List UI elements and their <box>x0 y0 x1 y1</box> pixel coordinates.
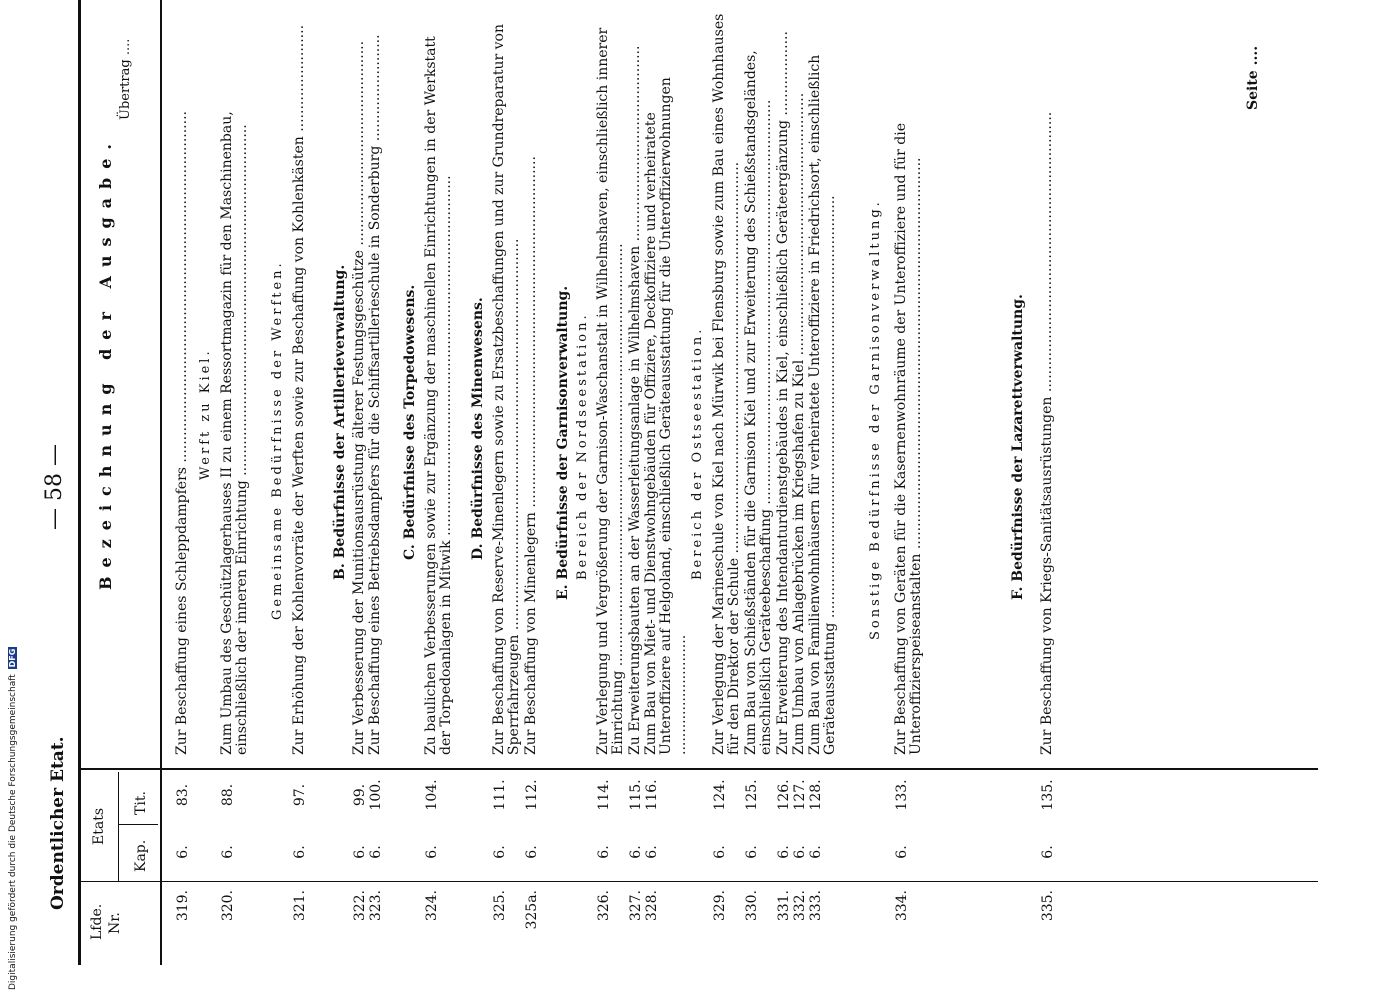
row-kap: 6. <box>596 845 612 859</box>
row-nr: 329. <box>712 890 728 922</box>
row-desc: Zur Beschaffung von Minenlegern ............................................................................... <box>523 156 539 755</box>
row-desc: Zur Verlegung der Marineschule von Kiel nach Mürwik bei Flensburg sowie zum Bau eines Wohnhauses für den Direktor der Schule ........................................................................................ <box>711 13 742 755</box>
row-nr: 321. <box>292 890 308 922</box>
section-d: D. Bedürfnisse des Minenwesens. <box>470 297 486 560</box>
row-tit: 125. <box>744 779 760 811</box>
row-tit: 124. <box>712 779 728 811</box>
column-rule-nr <box>78 881 1318 882</box>
digitization-note-text: Digitalisierung gefördert durch die Deutsche Forschungsgemeinschaft <box>8 674 18 990</box>
dfg-logo: DFG <box>8 648 17 668</box>
row-tit: 112. <box>524 779 540 811</box>
row-nr: 333. <box>808 890 824 922</box>
row-nr: 320. <box>220 890 236 922</box>
section-sonstige: Sonstige Bedürfnisse der Garnisonverwaltung. <box>868 199 883 640</box>
row-tit: 127. <box>792 779 808 811</box>
row-kap: 6. <box>1040 845 1056 859</box>
row-tit: 99. <box>352 783 368 807</box>
row-nr: 324. <box>424 890 440 922</box>
row-nr: 322. <box>352 890 368 922</box>
seite-label: Seite .... <box>1245 45 1261 110</box>
row-desc: Zur Beschaffung eines Betriebsdampfers für die Schiffsartillerieschule in Sonderburg ........................ <box>367 34 383 755</box>
row-tit: 100. <box>368 779 384 811</box>
row-nr: 335. <box>1040 890 1056 922</box>
row-tit: 114. <box>596 779 612 811</box>
digitization-note-text-wrap <box>8 600 22 990</box>
row-kap: 6. <box>628 845 644 859</box>
row-nr: 334. <box>894 890 910 922</box>
row-tit: 88. <box>220 783 236 807</box>
col-tit-header: Tit. <box>133 791 149 815</box>
row-nr: 319. <box>175 890 191 922</box>
row-desc: Zur Erweiterung des Intendanturdienstgebäudes in Kiel, einschließlich Geräteergänzung ................... <box>775 31 791 755</box>
top-rule <box>78 0 81 965</box>
row-tit: 83. <box>175 783 191 807</box>
row-tit: 135. <box>1040 779 1056 811</box>
row-nr: 332. <box>792 890 808 922</box>
row-tit: 128. <box>808 779 824 811</box>
row-desc: Zum Bau von Schießständen für die Garnison Kiel und zur Erweiterung des Schießstandsgeländes, einschließlich Geräteebeschaffung ........................................................................................... <box>743 50 774 755</box>
section-nordsee: Bereich der Nordseestation. <box>575 312 590 580</box>
row-desc: Zum Umbau des Geschützlagerhauses II zu einem Ressortmagazin für den Maschinenbau, einschließlich der inneren Einrichtung ............................................................................... <box>219 111 250 755</box>
row-kap: 6. <box>352 845 368 859</box>
header-bottom-rule <box>160 0 162 965</box>
section-gemeinsame: Gemeinsame Bedürfnisse der Werften. <box>270 260 285 620</box>
row-tit: 133. <box>894 779 910 811</box>
row-nr: 328. <box>644 890 660 922</box>
row-tit: 111. <box>492 779 508 811</box>
col-kap-header: Kap. <box>133 839 149 872</box>
row-desc: Zum Umbau von Anlagebrücken im Kriegshafen zu Kiel ........................................................... <box>791 92 807 755</box>
row-kap: 6. <box>712 845 728 859</box>
col-etats-header: Etats <box>91 807 107 845</box>
row-kap: 6. <box>175 845 191 859</box>
etats-rule <box>118 772 119 882</box>
row-tit: 97. <box>292 783 308 807</box>
row-kap: 6. <box>894 845 910 859</box>
section-b: B. Bedürfnisse der Artillerieverwaltung. <box>332 264 348 580</box>
col-desc-header: Bezeichnung der Ausgabe. <box>96 135 115 590</box>
row-kap: 6. <box>424 845 440 859</box>
row-desc: Zur Beschaffung von Geräten für die Kasernenwohnräume der Unteroffiziere und für die Unteroffizierspeiseanstalten ........................................................................................ <box>893 123 924 755</box>
running-head: Ordentlicher Etat. <box>48 736 68 910</box>
row-desc: Zum Bau von Miet- und Dienstwohngebäuden für Offiziere, Deckoffiziere und verheiratete Unteroffiziere auf Helgoland, einschließlich Geräteausstattung für die Unteroffizierwohnungen ........................... <box>643 77 689 755</box>
row-kap: 6. <box>808 845 824 859</box>
section-e: E. Bedürfnisse der Garnisonverwaltung. <box>555 285 571 600</box>
page-number: — 58 — <box>42 444 67 530</box>
section-werft-kiel: Werft zu Kiel. <box>198 348 213 480</box>
row-desc: Zum Bau von Familienwohnhäusern für verheiratete Unteroffiziere in Friedrichsort, einschließlich Geräteausstattung ............................................................................................... <box>807 54 838 755</box>
row-kap: 6. <box>292 845 308 859</box>
row-kap: 6. <box>492 845 508 859</box>
row-desc: Zu baulichen Verbesserungen sowie zur Ergänzung der maschinellen Einrichtungen in der Werkstatt der Torpedoanlagen in Mitwik ................................................................................. <box>423 36 454 755</box>
row-nr: 323. <box>368 890 384 922</box>
row-desc: Zur Beschaffung von Kriegs-Sanitätsausrüstungen ............................................................... <box>1039 111 1055 755</box>
section-c: C. Bedürfnisse des Torpedowesens. <box>402 284 418 560</box>
row-desc: Zur Beschaffung von Reserve-Minenlegern sowie zu Ersatzbeschaffungen und zur Grundreparatur von Sperrfahrzeugen ........................................................................................ <box>491 23 522 755</box>
section-f: F. Bedürfnisse der Lazarettverwaltung. <box>1010 294 1026 600</box>
row-desc: Zur Verlegung und Vergrößerung der Garnison-Waschanstalt in Wilhelmshaven, einschließlich innerer Einrichtung ............................................................................................... <box>595 27 626 755</box>
column-rule-desc <box>78 768 1318 770</box>
row-kap: 6. <box>220 845 236 859</box>
row-kap: 6. <box>524 845 540 859</box>
section-ostsee: Bereich der Ostseestation. <box>690 326 705 580</box>
row-desc: Zur Beschaffung eines Schleppdampfers ............................................................................... <box>174 111 190 755</box>
col-lfd-header: Lfde. <box>89 903 105 940</box>
row-nr: 326. <box>596 890 612 922</box>
row-kap: 6. <box>368 845 384 859</box>
row-tit: 115. <box>628 779 644 811</box>
row-kap: 6. <box>744 845 760 859</box>
row-nr: 327. <box>628 890 644 922</box>
row-kap: 6. <box>792 845 808 859</box>
row-kap: 6. <box>776 845 792 859</box>
row-nr: 325a. <box>524 890 540 930</box>
digitization-note <box>8 600 22 990</box>
row-nr: 330. <box>744 890 760 922</box>
row-desc: Zu Erweiterungsbauten an der Wasserleitungsanlage in Wilhelmshaven ............................................ <box>627 45 643 755</box>
row-tit: 126. <box>776 779 792 811</box>
col-nr-header: Nr. <box>107 912 123 934</box>
row-nr: 331. <box>776 890 792 922</box>
row-nr: 325. <box>492 890 508 922</box>
row-tit: 104. <box>424 779 440 811</box>
column-rule-etats <box>118 824 158 825</box>
row-desc: Zur Verbesserung der Munitionsausrüstung älterer Festungsgeschütze .............................................. <box>351 40 367 755</box>
uebertrag-label: Übertrag .... <box>118 38 133 120</box>
row-kap: 6. <box>644 845 660 859</box>
row-desc: Zur Erhöhung der Kohlenvorräte der Werften sowie zur Beschaffung von Kohlenkästen ........................ <box>291 24 307 755</box>
row-tit: 116. <box>644 779 660 811</box>
